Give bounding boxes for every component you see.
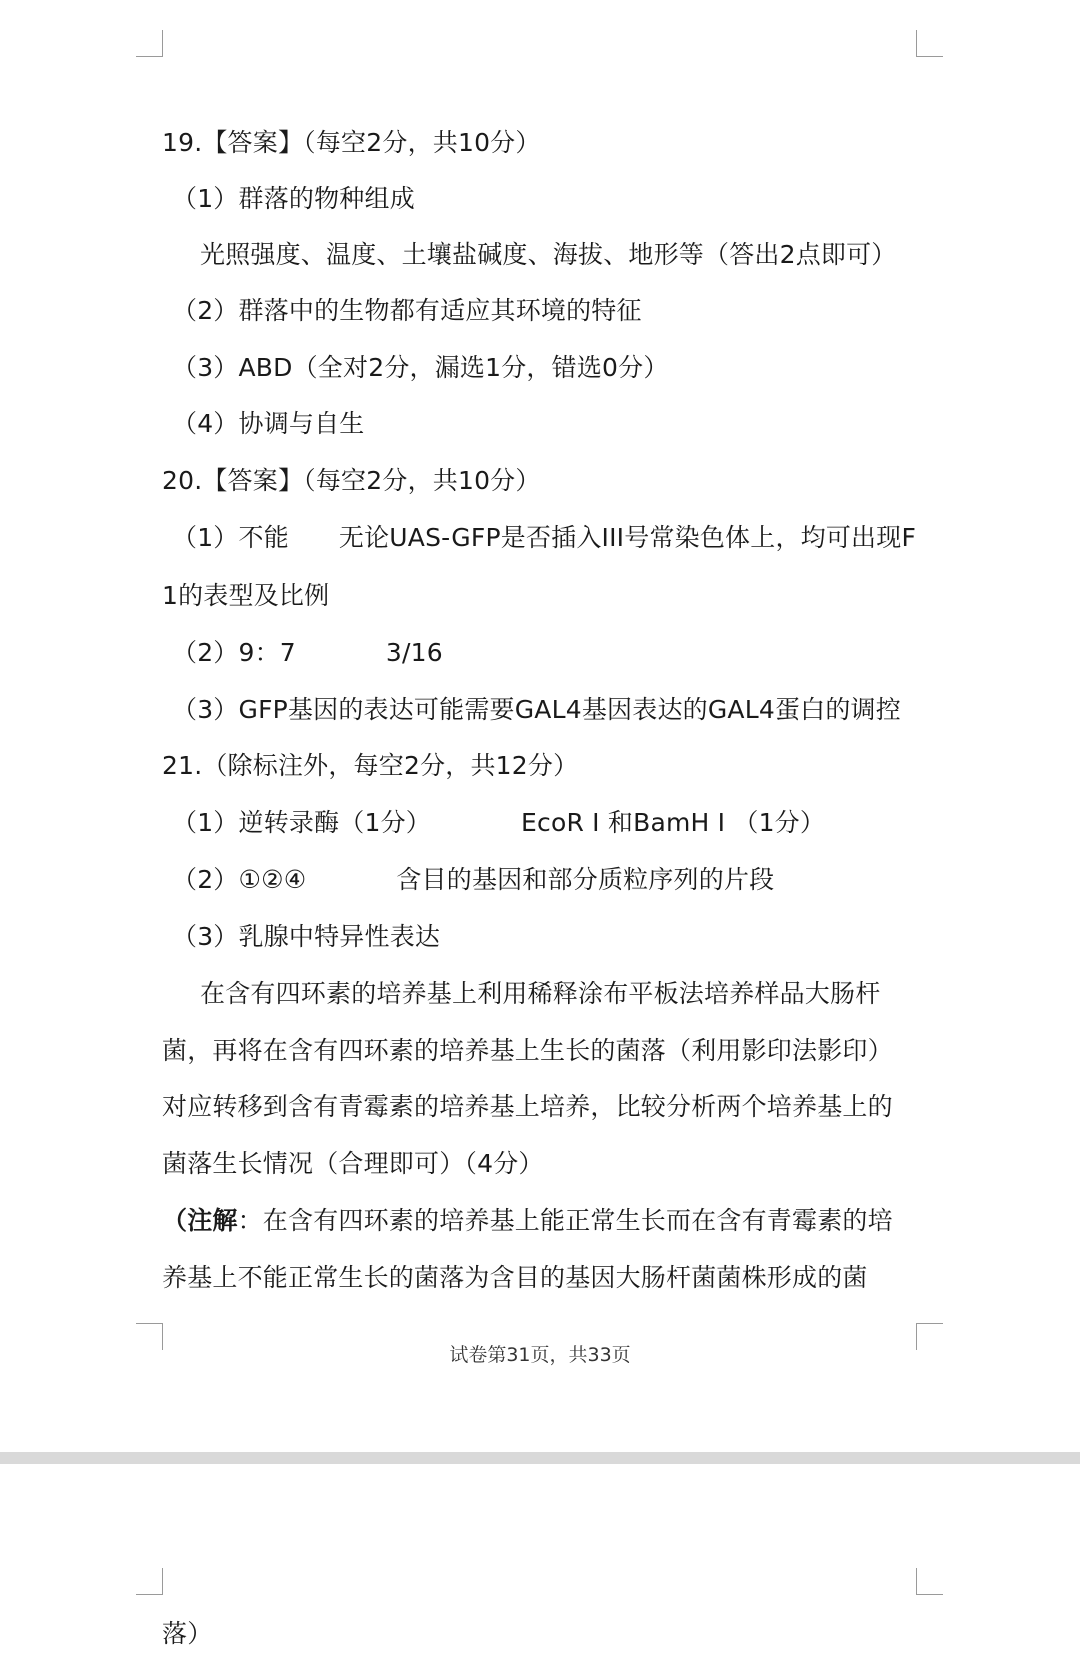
q19-header: 19.【答案】（每空2分，共10分） [162,128,541,157]
q21-para-line-3: 对应转移到含有青霉素的培养基上培养，比较分析两个培养基上的 [162,1092,893,1121]
page-separator [0,1452,1080,1464]
q21-para-line-1: 在含有四环素的培养基上利用稀释涂布平板法培养样品大肠杆 [200,979,881,1008]
q19-answer-2: （2）群落中的生物都有适应其环境的特征 [172,296,642,325]
q20-answer-1-label: （1）不能 [172,523,289,552]
q21-answer-2 [172,864,774,896]
q20-answer-1 [172,522,916,554]
q20-answer-3: （3）GFP基因的表达可能需要GAL4基因表达的GAL4蛋白的调控 [172,695,901,724]
q21-note-line-1 [162,1205,893,1237]
q20-header: 20.【答案】（每空2分，共10分） [162,466,541,495]
q19-answer-4: （4）协调与自生 [172,409,365,438]
q21-para-line-4: 菌落生长情况（合理即可）（4分） [162,1149,544,1178]
q19-answer-1-cont: 光照强度、温度、土壤盐碱度、海拔、地形等（答出2点即可） [200,240,897,269]
q20-answer-2 [172,637,443,669]
q21-note-label: （注解 [162,1206,238,1235]
q19-answer-3: （3）ABD（全对2分，漏选1分，错选0分） [172,353,669,382]
q20-answer-2-text: 3/16 [385,638,443,667]
q21-note-text-1: ：在含有四环素的培养基上能正常生长而在含有青霉素的培 [237,1206,893,1235]
q21-answer-2-text: 含目的基因和部分质粒序列的片段 [396,865,775,894]
corner-mark-top-left-page2 [136,1568,163,1595]
q20-answer-2-label: （2）9：7 [172,638,296,667]
page-footer: 试卷第31页，共33页 [449,1344,631,1366]
q21-answer-1 [172,807,825,839]
corner-mark-top-left [136,30,163,57]
corner-mark-top-right [916,30,943,57]
q20-answer-1-cont: 1的表型及比例 [162,581,330,610]
q21-answer-1-label: （1）逆转录酶（1分） [172,808,432,837]
q21-answer-2-label: （2）①②④ [172,865,307,894]
q21-note-line-2: 养基上不能正常生长的菌落为含目的基因大肠杆菌菌株形成的菌 [162,1263,868,1292]
q21-header: 21.（除标注外，每空2分，共12分） [162,751,579,780]
q21-para-line-2: 菌，再将在含有四环素的培养基上生长的菌落（利用影印法影印） [162,1036,893,1065]
q21-answer-1-text: EcoR Ⅰ 和BamH Ⅰ （1分） [521,808,826,837]
corner-mark-top-right-page2 [916,1568,943,1595]
q20-answer-1-text: 无论UAS-GFP是否插入III号常染色体上，均可出现F [338,523,917,552]
q19-answer-1: （1）群落的物种组成 [172,184,415,213]
page-2 [0,1464,1080,1676]
q21-answer-3: （3）乳腺中特异性表达 [172,922,441,951]
q21-note-end: 落） [162,1619,213,1648]
